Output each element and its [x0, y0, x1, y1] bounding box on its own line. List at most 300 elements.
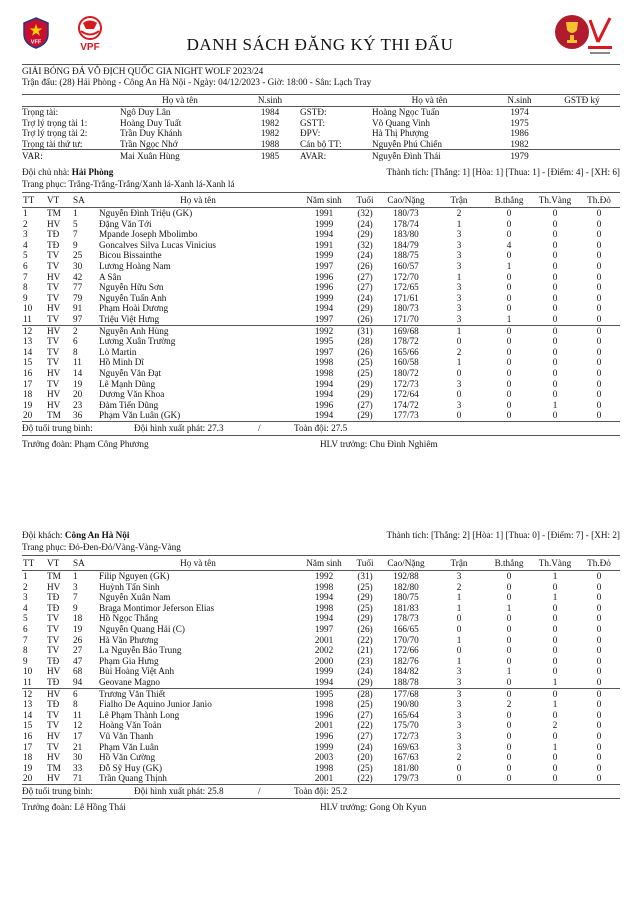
- player-goals: 0: [506, 709, 512, 720]
- column-header-name: Họ và tên: [180, 558, 216, 568]
- player-name: Nguyễn Xuân Nam: [99, 592, 171, 603]
- player-red: 0: [596, 292, 602, 303]
- player-red: 0: [596, 581, 602, 592]
- player-age: (28): [357, 336, 373, 347]
- player-age: (21): [357, 645, 373, 656]
- player-row: [22, 272, 620, 283]
- player-row: [22, 688, 620, 699]
- team-kit: Trang phục: Đỏ-Đen-Đỏ/Vàng-Vàng-Vàng: [22, 542, 181, 552]
- player-red: 0: [596, 313, 602, 324]
- player-name: Phạm Gia Hưng: [99, 655, 159, 666]
- player-sa: 17: [73, 730, 83, 741]
- player-yellow: 0: [552, 730, 558, 741]
- player-sa: 9: [73, 602, 78, 613]
- player-sa: 8: [73, 346, 78, 357]
- official-birth: 1982: [260, 117, 280, 128]
- player-age: (26): [357, 260, 373, 271]
- player-sa: 1: [73, 571, 78, 581]
- team-label-wrap: [22, 166, 113, 178]
- player-matches: 1: [456, 271, 462, 282]
- player-tt: 11: [23, 313, 32, 324]
- player-vt: TĐ: [47, 655, 60, 666]
- player-hw: 180/73: [393, 208, 419, 218]
- player-red: 0: [596, 623, 602, 634]
- player-red: 0: [596, 389, 602, 400]
- official-role: AVAR:: [300, 151, 327, 161]
- player-row: [22, 303, 620, 314]
- player-row: [22, 410, 620, 421]
- player-sa: 6: [73, 336, 78, 347]
- column-header-tt: TT: [23, 195, 35, 205]
- player-row: [22, 368, 620, 379]
- player-tt: 13: [23, 699, 33, 710]
- player-birth: 1994: [314, 592, 334, 603]
- player-goals: 0: [506, 303, 512, 314]
- player-hw: 182/76: [393, 655, 419, 666]
- player-name: Bicou Bissainthe: [99, 250, 162, 261]
- player-age: (32): [357, 208, 373, 218]
- player-sa: 30: [73, 260, 83, 271]
- team-record: Thành tích: [Thắng: 1] [Hòa: 1] [Thua: 1] - [Điểm: 4] - [XH: 6]: [386, 167, 620, 177]
- player-tt: 5: [23, 250, 28, 261]
- official-name: Mai Xuân Hùng: [120, 151, 180, 161]
- player-row: [22, 250, 620, 261]
- player-tt: 17: [23, 378, 33, 389]
- player-sa: 3: [73, 581, 78, 592]
- player-table-header: [22, 556, 620, 571]
- player-tt: 20: [23, 773, 33, 784]
- player-sa: 20: [73, 389, 83, 400]
- column-header-sa: SA: [73, 195, 85, 205]
- player-goals: 0: [506, 208, 512, 218]
- player-vt: HV: [47, 367, 61, 378]
- column-header-matches: Trận: [450, 558, 468, 568]
- player-age: (27): [357, 709, 373, 720]
- player-sa: 26: [73, 634, 83, 645]
- player-sa: 77: [73, 282, 83, 293]
- player-tt: 17: [23, 741, 33, 752]
- player-sa: 14: [73, 367, 83, 378]
- player-birth: 1996: [314, 282, 334, 293]
- official-role: GSTT:: [300, 117, 326, 128]
- player-row: [22, 592, 620, 603]
- player-yellow: 0: [552, 581, 558, 592]
- player-yellow: 0: [552, 229, 558, 240]
- player-vt: TĐ: [47, 229, 60, 240]
- player-birth: 1998: [314, 762, 334, 773]
- player-age: (29): [357, 676, 373, 687]
- official-name: Hoàng Duy Tuất: [120, 117, 182, 128]
- official-role: Trợ lý trọng tài 1:: [22, 117, 88, 128]
- player-tt: 7: [23, 634, 28, 645]
- player-red: 0: [596, 688, 602, 699]
- staff-line: [22, 798, 620, 815]
- player-vt: TV: [47, 250, 60, 261]
- player-matches: 0: [456, 336, 462, 347]
- official-role: Trọng tài:: [22, 107, 59, 117]
- player-goals: 0: [506, 271, 512, 282]
- player-matches: 3: [456, 730, 462, 741]
- team-manager: Trưởng đoàn: Lê Hồng Thái: [22, 801, 126, 812]
- player-sa: 5: [73, 218, 78, 229]
- player-goals: 0: [506, 229, 512, 240]
- avg-age-squad: Toàn đội: 25.2: [294, 785, 348, 796]
- player-row: [22, 582, 620, 593]
- official-birth: 1988: [260, 138, 280, 149]
- official-birth: 1982: [260, 128, 280, 138]
- player-row: [22, 282, 620, 293]
- player-name: Nguyễn Hữu Sơn: [99, 282, 164, 293]
- player-goals: 0: [506, 250, 512, 261]
- player-hw: 172/66: [393, 645, 419, 656]
- player-yellow: 0: [552, 325, 558, 336]
- player-yellow: 1: [552, 571, 558, 581]
- player-vt: TV: [47, 613, 60, 624]
- player-birth: 1999: [314, 292, 334, 303]
- page-title: DANH SÁCH ĐĂNG KÝ THI ĐẤU: [186, 35, 454, 54]
- player-age: (27): [357, 399, 373, 410]
- player-birth: 1996: [314, 399, 334, 410]
- player-hw: 170/70: [393, 634, 419, 645]
- officials-birth-header: N.sinh: [257, 95, 283, 105]
- player-matches: 0: [456, 762, 462, 773]
- player-vt: TM: [47, 571, 61, 581]
- player-vt: HV: [47, 773, 61, 784]
- player-goals: 0: [506, 399, 512, 410]
- player-name: Braga Montimor Jeferson Elias: [99, 602, 215, 613]
- player-goals: 0: [506, 336, 512, 347]
- player-vt: HV: [47, 303, 61, 314]
- player-hw: 184/82: [393, 666, 419, 677]
- official-birth: 1982: [510, 138, 529, 149]
- officials-sign-header: GSTĐ ký: [564, 95, 600, 105]
- player-tt: 18: [23, 752, 33, 763]
- player-yellow: 0: [552, 313, 558, 324]
- column-header-age: Tuổi: [356, 558, 374, 568]
- team-record: Thành tích: [Thắng: 2] [Hòa: 1] [Thua: 0] - [Điểm: 7] - [XH: 2]: [386, 530, 620, 540]
- player-hw: 177/68: [393, 688, 419, 699]
- avg-age-squad: Toàn đội: 27.5: [294, 422, 348, 433]
- player-hw: 178/73: [393, 613, 419, 624]
- official-name: Hà Thị Phượng: [372, 128, 429, 138]
- player-age: (24): [357, 666, 373, 677]
- player-tt: 6: [23, 260, 28, 271]
- player-vt: TV: [47, 634, 60, 645]
- player-goals: 0: [506, 645, 512, 656]
- official-name: Trần Ngọc Nhớ: [120, 138, 178, 149]
- player-birth: 1994: [314, 676, 334, 687]
- player-sa: 23: [73, 399, 83, 410]
- player-matches: 3: [456, 378, 462, 389]
- player-tt: 15: [23, 357, 33, 368]
- player-yellow: 0: [552, 260, 558, 271]
- player-birth: 1994: [314, 613, 334, 624]
- player-goals: 0: [506, 410, 512, 421]
- official-row: [22, 107, 620, 118]
- official-name: Ngô Duy Lân: [120, 107, 171, 117]
- player-birth: 1999: [314, 250, 334, 261]
- column-header-hw: Cao/Nặng: [387, 195, 425, 205]
- player-red: 0: [596, 613, 602, 624]
- player-vt: TĐ: [47, 676, 60, 687]
- player-row: [22, 666, 620, 677]
- player-yellow: 2: [552, 720, 558, 731]
- player-sa: 42: [73, 271, 83, 282]
- player-table-header: [22, 193, 620, 208]
- player-name: Trần Quang Thịnh: [99, 773, 167, 784]
- player-row: [22, 773, 620, 784]
- player-hw: 167/63: [393, 752, 419, 763]
- player-name: Hoàng Văn Toản: [99, 720, 162, 731]
- official-role: GSTĐ:: [300, 107, 327, 117]
- player-yellow: 0: [552, 752, 558, 763]
- head-coach: HLV trưởng: Gong Oh Kyun: [320, 801, 427, 812]
- player-hw: 181/80: [393, 762, 419, 773]
- column-header-red: Th.Đỏ: [587, 195, 611, 205]
- player-tt: 8: [23, 282, 28, 293]
- official-name: Trần Duy Khánh: [120, 128, 182, 138]
- player-yellow: 1: [552, 741, 558, 752]
- player-vt: HV: [47, 752, 61, 763]
- player-tt: 1: [23, 571, 28, 581]
- player-goals: 2: [506, 699, 512, 710]
- player-row: [22, 603, 620, 614]
- player-vt: TĐ: [47, 602, 60, 613]
- player-row: [22, 720, 620, 731]
- player-vt: TV: [47, 346, 60, 357]
- player-hw: 180/75: [393, 592, 419, 603]
- player-row: [22, 379, 620, 390]
- player-matches: 1: [456, 325, 462, 336]
- player-birth: 1994: [314, 303, 334, 314]
- player-tt: 4: [23, 602, 28, 613]
- player-red: 0: [596, 208, 602, 218]
- player-birth: 1994: [314, 389, 334, 400]
- player-red: 0: [596, 367, 602, 378]
- player-name: Goncalves Silva Lucas Vinicius: [99, 239, 216, 250]
- player-vt: TV: [47, 741, 60, 752]
- player-hw: 169/68: [393, 325, 419, 336]
- official-role: VAR:: [22, 151, 43, 161]
- player-yellow: 0: [552, 346, 558, 357]
- player-tt: 18: [23, 389, 33, 400]
- player-sa: 19: [73, 623, 83, 634]
- player-tt: 1: [23, 208, 28, 218]
- player-age: (22): [357, 720, 373, 731]
- player-age: (25): [357, 581, 373, 592]
- avg-age-label: Độ tuổi trung bình:: [22, 422, 93, 433]
- player-hw: 160/57: [393, 260, 419, 271]
- player-age: (29): [357, 613, 373, 624]
- player-sa: 11: [73, 357, 82, 368]
- player-red: 0: [596, 699, 602, 710]
- column-header-name: Họ và tên: [180, 195, 216, 205]
- player-goals: 1: [506, 260, 512, 271]
- player-red: 0: [596, 752, 602, 763]
- player-row: [22, 635, 620, 646]
- player-name: Filip Nguyen (GK): [99, 571, 170, 581]
- player-red: 0: [596, 399, 602, 410]
- column-header-yellow: Th.Vàng: [538, 195, 572, 205]
- player-sa: 30: [73, 752, 83, 763]
- officials-name-header: Họ và tên: [162, 95, 198, 105]
- column-header-vt: VT: [47, 195, 60, 205]
- player-vt: HV: [47, 581, 61, 592]
- player-matches: 2: [456, 581, 462, 592]
- player-hw: 172/64: [393, 389, 419, 400]
- player-red: 0: [596, 602, 602, 613]
- player-birth: 2000: [314, 655, 334, 666]
- team-role-label: Đội chủ nhà:: [22, 167, 70, 177]
- player-sa: 71: [73, 773, 83, 784]
- player-row: [22, 293, 620, 304]
- player-birth: 1997: [314, 313, 334, 324]
- player-goals: 1: [506, 602, 512, 613]
- player-red: 0: [596, 709, 602, 720]
- column-header-birth: Năm sinh: [306, 558, 342, 568]
- player-matches: 2: [456, 208, 462, 218]
- player-matches: 0: [456, 623, 462, 634]
- avg-age-label: Độ tuổi trung bình:: [22, 785, 93, 796]
- player-yellow: 0: [552, 389, 558, 400]
- player-birth: 1998: [314, 367, 334, 378]
- player-birth: 1991: [314, 239, 334, 250]
- player-age: (31): [357, 325, 373, 336]
- player-birth: 1997: [314, 346, 334, 357]
- player-hw: 175/70: [393, 720, 419, 731]
- player-sa: 12: [73, 720, 83, 731]
- player-tt: 3: [23, 229, 28, 240]
- player-yellow: 0: [552, 762, 558, 773]
- player-birth: 1996: [314, 730, 334, 741]
- team-name: Hải Phòng: [71, 167, 114, 177]
- player-sa: 9: [73, 239, 78, 250]
- player-hw: 166/65: [393, 623, 419, 634]
- player-red: 0: [596, 645, 602, 656]
- player-vt: TV: [47, 709, 60, 720]
- player-name: Hồ Văn Cường: [99, 752, 156, 763]
- player-tt: 14: [23, 709, 33, 720]
- player-red: 0: [596, 271, 602, 282]
- player-age: (24): [357, 218, 373, 229]
- player-matches: 2: [456, 752, 462, 763]
- player-tt: 15: [23, 720, 33, 731]
- player-tt: 12: [23, 688, 33, 699]
- player-vt: TM: [47, 208, 61, 218]
- player-row: [22, 571, 620, 582]
- player-age: (22): [357, 634, 373, 645]
- player-vt: TV: [47, 336, 60, 347]
- player-birth: 1999: [314, 741, 334, 752]
- official-role: ĐPV:: [300, 128, 321, 138]
- player-age: (28): [357, 688, 373, 699]
- player-red: 0: [596, 357, 602, 368]
- player-matches: 3: [456, 292, 462, 303]
- player-hw: 169/63: [393, 741, 419, 752]
- player-hw: 172/65: [393, 282, 419, 293]
- player-goals: 0: [506, 581, 512, 592]
- player-hw: 178/74: [393, 218, 419, 229]
- player-sa: 94: [73, 676, 83, 687]
- player-hw: 188/78: [393, 676, 419, 687]
- player-sa: 27: [73, 645, 83, 656]
- player-matches: 1: [456, 218, 462, 229]
- player-vt: HV: [47, 389, 61, 400]
- player-row: [22, 656, 620, 667]
- player-hw: 182/80: [393, 581, 419, 592]
- player-name: Vũ Văn Thanh: [99, 730, 154, 741]
- player-vt: TV: [47, 378, 60, 389]
- player-matches: 0: [456, 410, 462, 421]
- player-age: (27): [357, 271, 373, 282]
- head-coach: HLV trưởng: Chu Đình Nghiêm: [320, 438, 438, 449]
- player-red: 0: [596, 260, 602, 271]
- player-tt: 6: [23, 623, 28, 634]
- vpf-logo-text: VPF: [80, 42, 100, 52]
- player-red: 0: [596, 229, 602, 240]
- player-row: [22, 261, 620, 272]
- player-birth: 1994: [314, 229, 334, 240]
- player-name: Geovane Magno: [99, 676, 160, 687]
- player-tt: 2: [23, 581, 28, 592]
- player-hw: 174/72: [393, 399, 419, 410]
- column-header-vt: VT: [47, 558, 60, 568]
- player-tt: 20: [23, 410, 33, 421]
- vff-logo-text: VFF: [30, 39, 42, 46]
- player-matches: 3: [456, 399, 462, 410]
- player-row: [22, 389, 620, 400]
- official-row: [22, 128, 620, 139]
- player-age: (32): [357, 239, 373, 250]
- player-goals: 0: [506, 676, 512, 687]
- player-name: Nguyễn Anh Hùng: [99, 325, 169, 336]
- player-name: Nguyễn Tuấn Anh: [99, 292, 167, 303]
- player-row: [22, 219, 620, 230]
- official-row: [22, 118, 620, 129]
- player-name: Mpande Joseph Mbolimbo: [99, 229, 198, 240]
- player-birth: 2003: [314, 752, 334, 763]
- player-row: [22, 710, 620, 721]
- player-row: [22, 645, 620, 656]
- player-hw: 180/73: [393, 303, 419, 314]
- player-yellow: 1: [552, 699, 558, 710]
- player-yellow: 0: [552, 666, 558, 677]
- player-matches: 3: [456, 699, 462, 710]
- column-header-goals: B.thắng: [494, 558, 524, 568]
- player-matches: 1: [456, 602, 462, 613]
- player-vt: HV: [47, 666, 61, 677]
- player-hw: 179/73: [393, 773, 419, 784]
- player-age: (26): [357, 623, 373, 634]
- player-hw: 165/64: [393, 709, 419, 720]
- player-birth: 1992: [314, 325, 334, 336]
- player-row: [22, 336, 620, 347]
- player-vt: TM: [47, 762, 61, 773]
- player-name: Triệu Việt Hưng: [99, 313, 160, 324]
- player-matches: 3: [456, 688, 462, 699]
- avg-age-starting: Đội hình xuất phát: 25.8: [134, 785, 224, 796]
- player-red: 0: [596, 762, 602, 773]
- player-name: Lương Hoàng Nam: [99, 260, 171, 271]
- player-age: (24): [357, 741, 373, 752]
- player-matches: 3: [456, 720, 462, 731]
- player-name: Phạm Hoài Dương: [99, 303, 169, 314]
- player-birth: 2002: [314, 645, 334, 656]
- player-name: Lê Mạnh Dũng: [99, 378, 156, 389]
- player-goals: 0: [506, 592, 512, 603]
- player-age: (29): [357, 378, 373, 389]
- column-header-matches: Trận: [450, 195, 468, 205]
